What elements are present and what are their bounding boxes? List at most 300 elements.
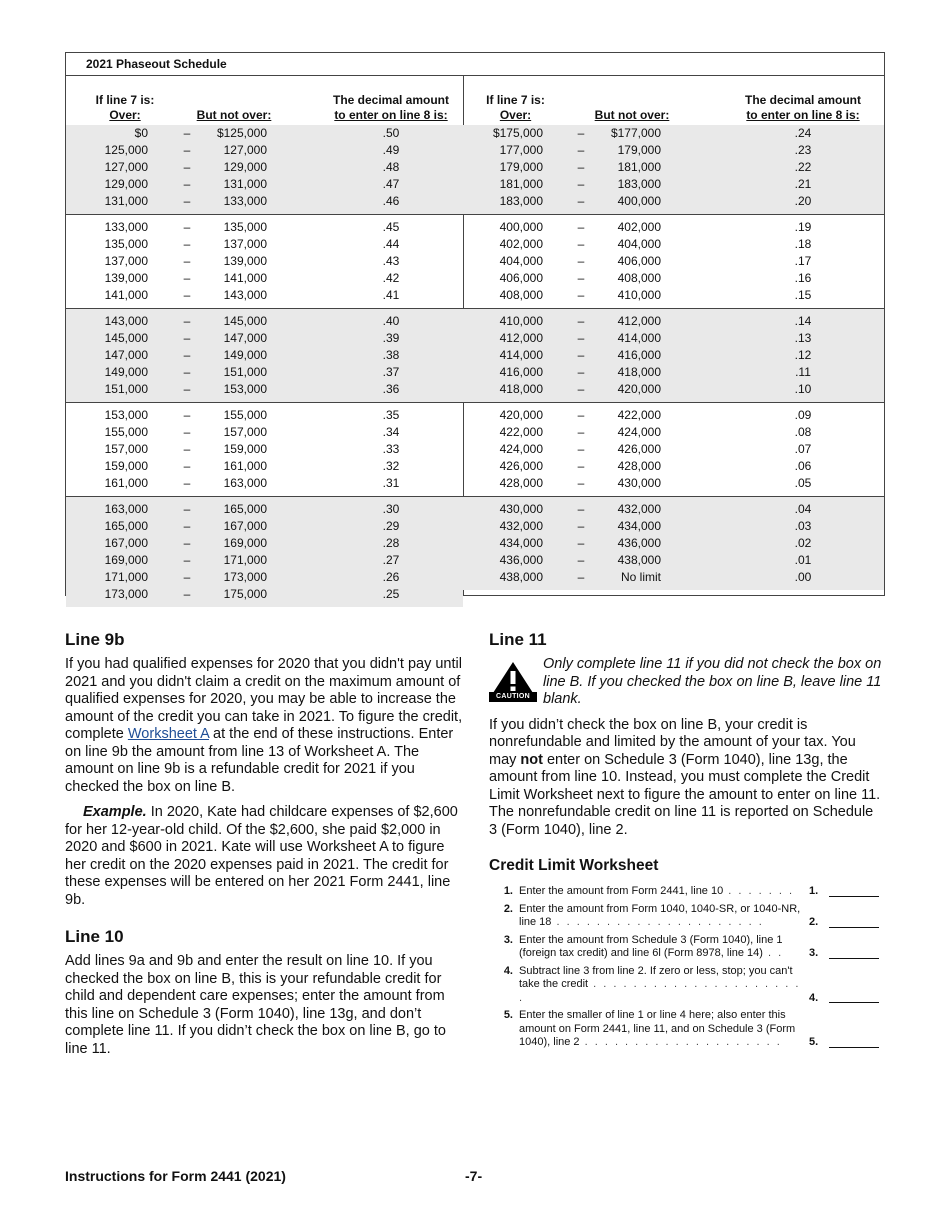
not-over-value: 143,000	[223, 288, 267, 302]
over-value: 139,000	[104, 271, 148, 285]
over-value: 157,000	[104, 442, 148, 456]
over-value: 159,000	[104, 459, 148, 473]
worksheet-line-ref: 5.	[809, 1036, 819, 1048]
phaseout-row	[66, 287, 463, 304]
not-over-value: 175,000	[223, 587, 267, 601]
not-over-value: 402,000	[617, 220, 661, 234]
not-over-value: 404,000	[617, 237, 661, 251]
phaseout-row-group	[463, 214, 884, 308]
not-over-value: 416,000	[617, 348, 661, 362]
line9b-text-b: at the end of these instructions. Enter on line 9b the amount from line 13 of Worksheet A. The amount on line 9b is a refundable credit for 2021 if you checked the box on line B.	[65, 726, 454, 795]
decimal-value: .31	[382, 476, 400, 490]
over-value: 131,000	[104, 194, 148, 208]
phaseout-row	[66, 142, 463, 159]
credit-limit-worksheet	[489, 885, 885, 1050]
over-value: 165,000	[104, 519, 148, 533]
not-over-value: 424,000	[617, 425, 661, 439]
worksheet-line-ref: 4.	[809, 991, 819, 1004]
decimal-value: .24	[794, 126, 812, 140]
range-dash: –	[183, 365, 191, 379]
range-dash: –	[183, 519, 191, 533]
worksheet-line	[489, 885, 885, 899]
worksheet-line	[489, 934, 885, 961]
not-over-value: 406,000	[617, 254, 661, 268]
range-dash: –	[577, 331, 585, 345]
range-dash: –	[183, 220, 191, 234]
phaseout-row	[463, 159, 884, 176]
phaseout-row	[463, 407, 884, 424]
range-dash: –	[183, 254, 191, 268]
header-if-line: If line 7 is:	[95, 93, 155, 107]
phaseout-row	[463, 518, 884, 535]
range-dash: –	[183, 425, 191, 439]
over-value: 153,000	[104, 408, 148, 422]
not-over-value: 426,000	[617, 442, 661, 456]
decimal-value: .11	[795, 365, 811, 379]
decimal-value: .29	[382, 519, 400, 533]
phaseout-row	[463, 458, 884, 475]
over-value: 163,000	[104, 502, 148, 516]
header-decimal-line1: The decimal amount	[332, 93, 450, 107]
decimal-value: .19	[794, 220, 812, 234]
decimal-value: .33	[382, 442, 400, 456]
over-value: 147,000	[104, 348, 148, 362]
range-dash: –	[577, 220, 585, 234]
phaseout-row	[66, 569, 463, 586]
phaseout-row	[66, 176, 463, 193]
range-dash: –	[577, 126, 585, 140]
over-value: 416,000	[499, 365, 543, 379]
example-label: Example.	[83, 804, 147, 820]
not-over-value: 428,000	[617, 459, 661, 473]
over-value: 129,000	[104, 177, 148, 191]
footer-form-title: Instructions for Form 2441 (2021)	[65, 1168, 286, 1184]
range-dash: –	[183, 143, 191, 157]
range-dash: –	[577, 553, 585, 567]
not-over-value: 159,000	[223, 442, 267, 456]
phaseout-row	[66, 270, 463, 287]
decimal-value: .17	[794, 254, 812, 268]
range-dash: –	[183, 442, 191, 456]
decimal-value: .21	[794, 177, 812, 191]
range-dash: –	[577, 143, 585, 157]
not-over-value: 157,000	[223, 425, 267, 439]
phaseout-row	[463, 142, 884, 159]
range-dash: –	[183, 288, 191, 302]
over-value: 149,000	[104, 365, 148, 379]
phaseout-row	[463, 313, 884, 330]
not-over-value: $125,000	[216, 126, 267, 140]
line11-text-a: If you didn’t check the box on line B, your credit is nonrefundable and limited by the amount of your tax. You may	[489, 716, 856, 768]
decimal-value: .05	[794, 476, 812, 490]
not-over-value: 131,000	[223, 177, 267, 191]
decimal-value: .44	[382, 237, 400, 251]
range-dash: –	[577, 570, 585, 584]
phaseout-schedule-table	[65, 52, 885, 601]
over-value: 181,000	[499, 177, 543, 191]
over-value: 410,000	[499, 314, 543, 328]
phaseout-row	[66, 586, 463, 603]
not-over-value: 167,000	[223, 519, 267, 533]
right-text-column	[489, 620, 885, 1054]
decimal-value: .23	[794, 143, 812, 157]
worksheet-a-link[interactable]: Worksheet A	[127, 726, 210, 742]
phaseout-row	[463, 193, 884, 210]
worksheet-leader-dots: . . . . . . . . . . . . . . . . . . . . . .	[519, 978, 801, 1004]
phaseout-row	[66, 381, 463, 398]
over-value: 125,000	[104, 143, 148, 157]
not-over-value: 400,000	[617, 194, 661, 208]
range-dash: –	[183, 536, 191, 550]
worksheet-line-number: 2.	[503, 902, 513, 915]
decimal-value: .18	[794, 237, 812, 251]
phaseout-row	[66, 458, 463, 475]
phaseout-row	[66, 313, 463, 330]
over-value: 422,000	[499, 425, 543, 439]
phaseout-table-title: 2021 Phaseout Schedule	[66, 53, 884, 76]
over-value: 414,000	[499, 348, 543, 362]
phaseout-row	[66, 552, 463, 569]
worksheet-line-text	[519, 903, 809, 930]
worksheet-line-label: Enter the amount from Form 2441, line 10	[519, 885, 724, 897]
footer-page-number: -7-	[465, 1168, 483, 1184]
phaseout-row-group	[463, 402, 884, 496]
worksheet-entry-blank[interactable]	[829, 1047, 879, 1048]
not-over-value: 147,000	[223, 331, 267, 345]
decimal-value: .20	[794, 194, 812, 208]
over-value: 400,000	[499, 220, 543, 234]
over-value: 406,000	[499, 271, 543, 285]
caution-text: Only complete line 11 if you did not check the box on line B. If you checked the box on line B, leave line 11 blank.	[543, 656, 882, 707]
phaseout-row	[66, 159, 463, 176]
worksheet-line-text	[519, 965, 809, 1006]
over-value: 404,000	[499, 254, 543, 268]
not-over-value: 181,000	[617, 160, 661, 174]
decimal-value: .41	[382, 288, 400, 302]
decimal-value: .30	[382, 502, 400, 516]
over-value: 173,000	[104, 587, 148, 601]
range-dash: –	[183, 194, 191, 208]
worksheet-line-label: Enter the amount from Schedule 3 (Form 1040), line 1 (foreign tax credit) and line 6l (Form 8978, line 14)	[519, 933, 783, 959]
phaseout-row	[463, 364, 884, 381]
phaseout-row	[66, 407, 463, 424]
not-over-value: 418,000	[617, 365, 661, 379]
over-value: 420,000	[499, 408, 543, 422]
decimal-value: .10	[794, 382, 812, 396]
not-over-value: 129,000	[223, 160, 267, 174]
not-over-value: 163,000	[223, 476, 267, 490]
decimal-value: .15	[794, 288, 812, 302]
worksheet-line	[489, 1009, 885, 1050]
example-paragraph	[65, 804, 465, 909]
worksheet-line-ref: 3.	[809, 947, 819, 959]
not-over-value: 155,000	[223, 408, 267, 422]
over-value: 171,000	[104, 570, 148, 584]
caution-note	[489, 656, 885, 709]
over-value: 177,000	[499, 143, 543, 157]
range-dash: –	[183, 314, 191, 328]
range-dash: –	[577, 237, 585, 251]
not-over-value: 436,000	[617, 536, 661, 550]
range-dash: –	[183, 382, 191, 396]
not-over-value: 127,000	[223, 143, 267, 157]
worksheet-line	[489, 903, 885, 930]
phaseout-row	[463, 125, 884, 142]
over-value: 402,000	[499, 237, 543, 251]
not-over-value: 135,000	[223, 220, 267, 234]
range-dash: –	[577, 160, 585, 174]
over-value: 169,000	[104, 553, 148, 567]
phaseout-row	[463, 552, 884, 569]
range-dash: –	[577, 288, 585, 302]
not-over-value: 165,000	[223, 502, 267, 516]
line11-heading: Line 11	[489, 630, 547, 649]
phaseout-row	[66, 501, 463, 518]
phaseout-row	[66, 125, 463, 142]
decimal-value: .07	[794, 442, 812, 456]
line9b-paragraph	[65, 656, 465, 796]
over-value: 408,000	[499, 288, 543, 302]
decimal-value: .39	[382, 331, 400, 345]
header-over: Over:	[499, 108, 532, 122]
decimal-value: .09	[794, 408, 812, 422]
range-dash: –	[577, 459, 585, 473]
range-dash: –	[183, 587, 191, 601]
range-dash: –	[183, 160, 191, 174]
line10-heading: Line 10	[65, 927, 124, 946]
phaseout-row	[66, 330, 463, 347]
range-dash: –	[577, 425, 585, 439]
range-dash: –	[183, 331, 191, 345]
not-over-value: 153,000	[223, 382, 267, 396]
line9b-text-a: If you had qualified expenses for 2020 that you didn't pay until 2021 and you didn't claim a credit on the maximum amount of qualified expenses for 2020, you may be able to increase the amount of the credit you can take in 2021. To figure the credit, complete	[65, 656, 463, 742]
worksheet-line-label: Subtract line 3 from line 2. If zero or less, stop; you can't take the credit	[519, 964, 793, 990]
header-decimal-line1: The decimal amount	[744, 93, 862, 107]
phaseout-row-group	[463, 308, 884, 402]
phaseout-row	[66, 535, 463, 552]
not-over-value: $177,000	[610, 126, 661, 140]
range-dash: –	[577, 536, 585, 550]
not-over-value: 169,000	[223, 536, 267, 550]
phaseout-row-group	[66, 214, 463, 308]
over-value: $175,000	[492, 126, 543, 140]
range-dash: –	[577, 365, 585, 379]
phaseout-right-header	[463, 75, 884, 125]
decimal-value: .02	[794, 536, 812, 550]
over-value: 438,000	[499, 570, 543, 584]
header-over: Over:	[109, 108, 141, 122]
over-value: 436,000	[499, 553, 543, 567]
range-dash: –	[183, 459, 191, 473]
worksheet-leader-dots: . . . . . . . . . . . . . . . . . . . .	[579, 1036, 782, 1048]
decimal-value: .42	[382, 271, 400, 285]
caution-word: CAUTION	[489, 692, 537, 702]
over-value: 183,000	[499, 194, 543, 208]
worksheet-line-text	[519, 885, 809, 899]
range-dash: –	[183, 408, 191, 422]
not-over-value: 434,000	[617, 519, 661, 533]
over-value: 161,000	[104, 476, 148, 490]
worksheet-leader-dots: . .	[762, 947, 784, 959]
over-value: 434,000	[499, 536, 543, 550]
phaseout-left-rows	[66, 125, 463, 607]
not-over-value: 414,000	[617, 331, 661, 345]
range-dash: –	[183, 348, 191, 362]
over-value: 179,000	[499, 160, 543, 174]
worksheet-entry-blank[interactable]	[829, 958, 879, 959]
range-dash: –	[577, 177, 585, 191]
decimal-value: .32	[382, 459, 400, 473]
decimal-value: .43	[382, 254, 400, 268]
left-text-column	[65, 620, 465, 1066]
decimal-value: .34	[382, 425, 400, 439]
range-dash: –	[183, 502, 191, 516]
phaseout-row	[463, 381, 884, 398]
worksheet-leader-dots: . . . . . . .	[723, 885, 795, 897]
range-dash: –	[577, 254, 585, 268]
range-dash: –	[577, 271, 585, 285]
range-dash: –	[183, 271, 191, 285]
not-over-value: 179,000	[617, 143, 661, 157]
range-dash: –	[577, 314, 585, 328]
range-dash: –	[183, 177, 191, 191]
decimal-value: .40	[382, 314, 400, 328]
worksheet-entry-blank[interactable]	[829, 1002, 879, 1003]
phaseout-right-rows	[463, 125, 884, 590]
range-dash: –	[577, 476, 585, 490]
phaseout-row-group	[66, 125, 463, 214]
range-dash: –	[577, 382, 585, 396]
phaseout-row	[463, 501, 884, 518]
not-over-value: 173,000	[223, 570, 267, 584]
range-dash: –	[183, 237, 191, 251]
decimal-value: .27	[382, 553, 400, 567]
not-over-value: 171,000	[223, 553, 267, 567]
decimal-value: .38	[382, 348, 400, 362]
over-value: $0	[134, 126, 148, 140]
decimal-value: .08	[794, 425, 812, 439]
phaseout-left-half	[66, 75, 464, 601]
worksheet-line-text	[519, 934, 809, 961]
line11-text-b: enter on Schedule 3 (Form 1040), line 13g, the amount from line 10. Instead, you must complete the Credit Limit Worksheet next to figure the amount to enter on line 11. The nonrefundable credit on line 11 is reported on Schedule 3 (Form 1040), line 2.	[489, 751, 881, 838]
over-value: 151,000	[104, 382, 148, 396]
phaseout-row	[66, 193, 463, 210]
over-value: 127,000	[104, 160, 148, 174]
line9b-heading: Line 9b	[65, 630, 125, 649]
over-value: 428,000	[499, 476, 543, 490]
phaseout-row	[66, 441, 463, 458]
worksheet-entry-blank[interactable]	[829, 896, 879, 897]
not-over-value: 422,000	[617, 408, 661, 422]
not-over-value: 151,000	[223, 365, 267, 379]
not-over-value: 432,000	[617, 502, 661, 516]
worksheet-line-number: 3.	[503, 933, 513, 946]
header-if-line: If line 7 is:	[486, 93, 545, 107]
phaseout-row	[463, 236, 884, 253]
decimal-value: .22	[794, 160, 812, 174]
header-decimal-line2: to enter on line 8 is:	[746, 108, 860, 122]
range-dash: –	[577, 502, 585, 516]
worksheet-line-number: 4.	[503, 964, 513, 977]
over-value: 133,000	[104, 220, 148, 234]
phaseout-row-group	[463, 496, 884, 590]
decimal-value: .47	[382, 177, 400, 191]
decimal-value: .06	[794, 459, 812, 473]
over-value: 424,000	[499, 442, 543, 456]
phaseout-row-group	[66, 402, 463, 496]
decimal-value: .36	[382, 382, 400, 396]
phaseout-row-group	[463, 125, 884, 214]
worksheet-entry-blank[interactable]	[829, 927, 879, 928]
phaseout-row-group	[66, 496, 463, 607]
worksheet-line-text	[519, 1009, 809, 1050]
worksheet-heading: Credit Limit Worksheet	[489, 857, 659, 874]
phaseout-row	[66, 424, 463, 441]
line11-paragraph	[489, 717, 885, 840]
decimal-value: .46	[382, 194, 400, 208]
not-over-value: 410,000	[617, 288, 661, 302]
decimal-value: .12	[794, 348, 812, 362]
not-over-value: 149,000	[223, 348, 267, 362]
worksheet-line	[489, 965, 885, 1006]
over-value: 432,000	[499, 519, 543, 533]
not-over-value: 430,000	[617, 476, 661, 490]
over-value: 143,000	[104, 314, 148, 328]
not-over-value: 438,000	[617, 553, 661, 567]
phaseout-row	[463, 253, 884, 270]
range-dash: –	[183, 126, 191, 140]
phaseout-row	[66, 518, 463, 535]
phaseout-row	[463, 287, 884, 304]
decimal-value: .25	[382, 587, 400, 601]
phaseout-row	[463, 441, 884, 458]
decimal-value: .00	[794, 570, 812, 584]
worksheet-line-ref: 1.	[809, 885, 819, 897]
decimal-value: .37	[382, 365, 400, 379]
phaseout-row	[66, 219, 463, 236]
range-dash: –	[577, 348, 585, 362]
phaseout-row	[66, 347, 463, 364]
not-over-value: 137,000	[223, 237, 267, 251]
phaseout-row	[66, 364, 463, 381]
decimal-value: .35	[382, 408, 400, 422]
phaseout-row	[66, 475, 463, 492]
decimal-value: .45	[382, 220, 400, 234]
not-over-value: 145,000	[223, 314, 267, 328]
header-not-over: But not over:	[196, 108, 272, 122]
phaseout-row	[463, 219, 884, 236]
example-text: In 2020, Kate had childcare expenses of $2,600 for her 12-year-old child. Of the $2,600, she paid $2,000 in 2020 and $600 in 2021. Kate will use Worksheet A to figure her credit on the 2020 expenses paid in 2021. The credit for these expenses will be entered on her 2021 Form 2441, line 9b.	[65, 804, 458, 908]
over-value: 167,000	[104, 536, 148, 550]
not-over-value: 133,000	[223, 194, 267, 208]
decimal-value: .16	[794, 271, 812, 285]
range-dash: –	[577, 442, 585, 456]
header-decimal-line2: to enter on line 8 is:	[334, 108, 448, 122]
decimal-value: .28	[382, 536, 400, 550]
range-dash: –	[577, 408, 585, 422]
range-dash: –	[183, 476, 191, 490]
line11-not-bold: not	[520, 751, 543, 768]
range-dash: –	[183, 570, 191, 584]
decimal-value: .48	[382, 160, 400, 174]
decimal-value: .49	[382, 143, 400, 157]
decimal-value: .26	[382, 570, 400, 584]
phaseout-row	[463, 535, 884, 552]
phaseout-row	[66, 236, 463, 253]
decimal-value: .03	[794, 519, 812, 533]
range-dash: –	[577, 194, 585, 208]
phaseout-row	[463, 330, 884, 347]
